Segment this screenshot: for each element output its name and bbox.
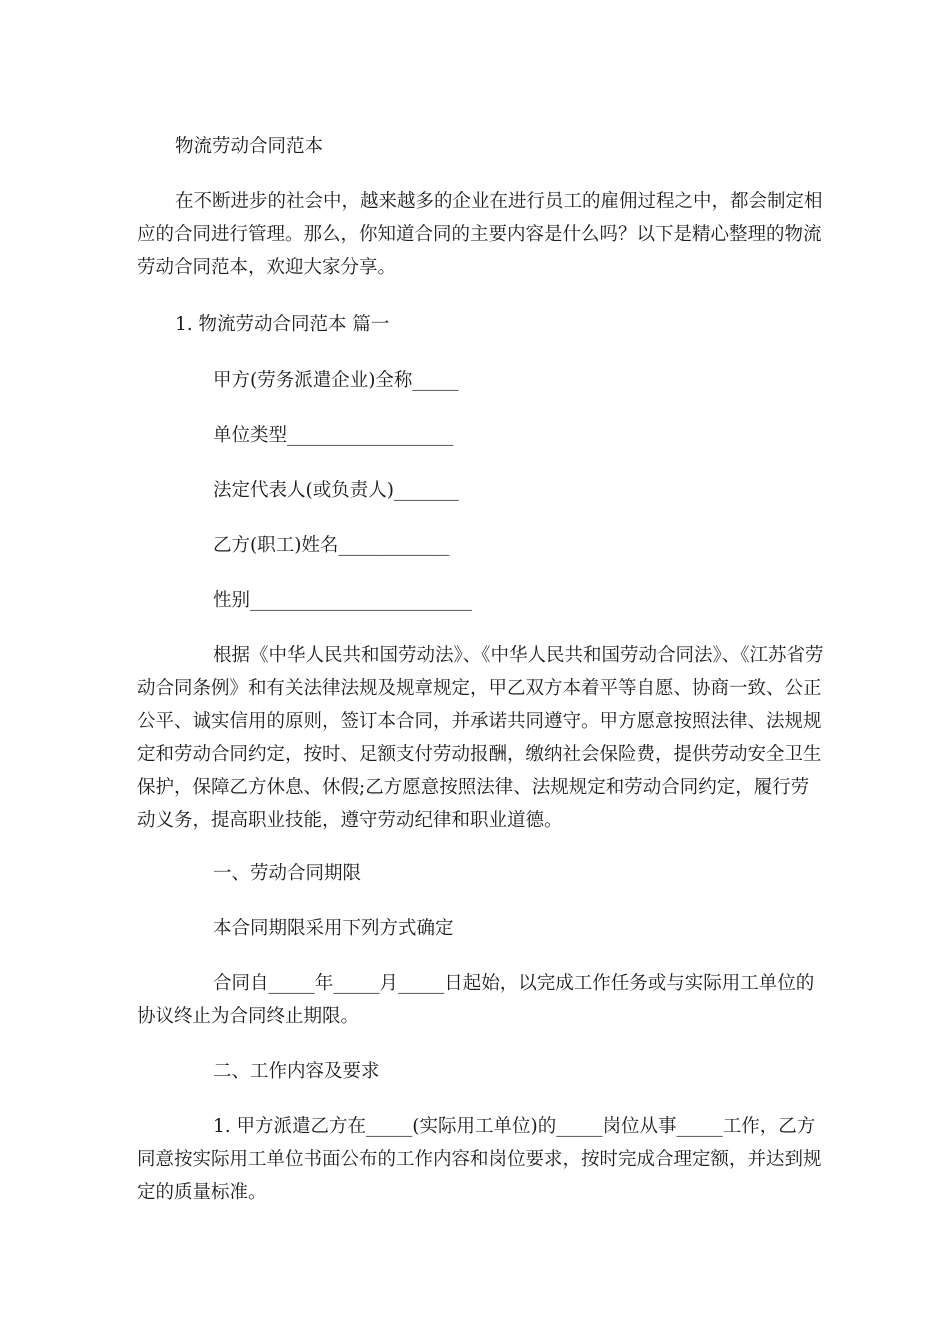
clause2-heading: 二、工作内容及要求 [213, 1061, 380, 1082]
field-party-a-name: 甲方(劳务派遣企业)全称_____ [213, 370, 459, 391]
field-legal-representative: 法定代表人(或负责人)_______ [213, 480, 459, 501]
intro-paragraph: 在不断进步的社会中，越来越多的企业在进行员工的雇佣过程之中，都会制定相应的合同进行管理。那么，你知道合同的主要内容是什么吗？以下是精心整理的物流劳动合同范本，欢迎大家分享。 [137, 191, 823, 278]
preamble-paragraph: 根据《中华人民共和国劳动法》、《中华人民共和国劳动合同法》、《江苏省劳动合同条例》和有关法律法规及规章规定，甲乙双方本着平等自愿、协商一致、公正公平、诚实信用的原则，签订本合同，并承诺共同遵守。甲方愿意按照法律、法规规定和劳动合同约定，按时、足额支付劳动报酬，缴纳社会保险费，提供劳动安全卫生保护，保障乙方休息、休假;乙方愿意按照法律、法规规定和劳动合同约定，履行劳动义务，提高职业技能，遵守劳动纪律和职业道德。 [137, 645, 824, 831]
clause1-heading: 一、劳动合同期限 [213, 863, 362, 884]
clause1-method: 本合同期限采用下列方式确定 [213, 918, 454, 939]
field-gender: 性别________________________ [213, 590, 473, 611]
clause1-term: 合同自_____年_____月_____日起始，以完成工作任务或与实际用工单位的协议终止为合同终止期限。 [137, 973, 815, 1027]
field-unit-type: 单位类型__________________ [213, 425, 454, 446]
clause2-item1: 1. 甲方派遣乙方在_____(实际用工单位)的_____岗位从事_____工作，乙方同意按实际用工单位书面公布的工作内容和岗位要求，按时完成合理定额，并达到规定的质量标准。 [137, 1116, 822, 1203]
document-title: 物流劳动合同范本 [175, 136, 324, 157]
section-heading: 1. 物流劳动合同范本 篇一 [175, 314, 390, 335]
field-party-b-name: 乙方(职工)姓名____________ [213, 535, 450, 556]
